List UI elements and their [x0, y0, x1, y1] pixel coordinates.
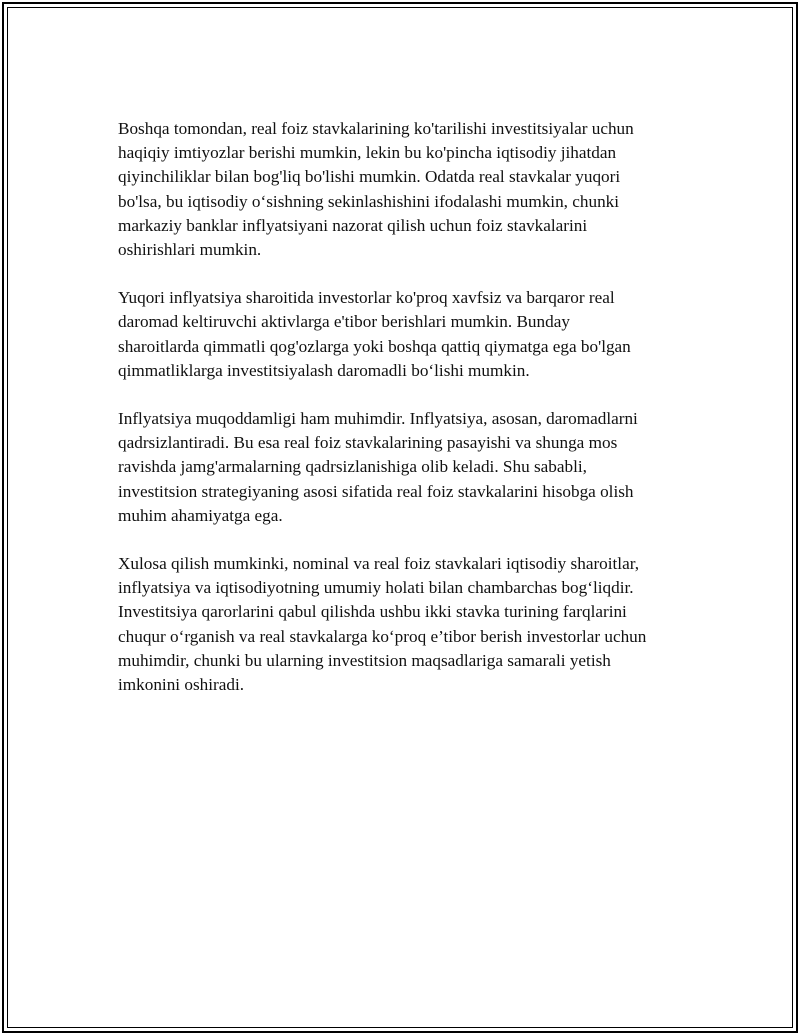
paragraph: Inflyatsiya muqoddamligi ham muhimdir. Inflyatsiya, asosan, daromadlarni qadrsizlantiradi. Bu esa real foiz stavkalarining pasayishi va shunga mos ravishda jamg'armalarning qadrsizlanishiga olib keladi. Shu sababli, investitsion strategiyaning asosi sifatida real foiz stavkalarini hisobga olish muhim ahamiyatga ega.	[118, 409, 638, 525]
paragraph: Boshqa tomondan, real foiz stavkalarining ko'tarilishi investitsiyalar uchun haqiqiy imtiyozlar berishi mumkin, lekin bu ko'pincha iqtisodiy jihatdan qiyinchiliklar bilan bog'liq bo'lishi mumkin. Odatda real stavkalar yuqori bo'lsa, bu iqtisodiy o‘sishning sekinlashishini ifodalashi mumkin, chunki markaziy banklar inflyatsiyani nazorat qilish uchun foiz stavkalarini oshirishlari mumkin.	[118, 119, 634, 260]
paragraph: Yuqori inflyatsiya sharoitida investorlar ko'proq xavfsiz va barqaror real daromad keltiruvchi aktivlarga e'tibor berishlari mumkin. Bunday sharoitlarda qimmatli qog'ozlarga yoki boshqa qattiq qiymatga ega bo'lgan qimmatliklarga investitsiyalash daromadli bo‘lishi mumkin.	[118, 288, 631, 380]
paragraph: Xulosa qilish mumkinki, nominal va real foiz stavkalari iqtisodiy sharoitlar, inflyatsiya va iqtisodiyotning umumiy holati bilan chambarchas bog‘liqdir. Investitsiya qarorlarini qabul qilishda ushbu ikki stavka turining farqlarini chuqur o‘rganish va real stavkalarga ko‘proq e’tibor berish investorlar uchun muhimdir, chunki bu ularning investitsion maqsadlariga samarali yetish imkonini oshiradi.	[118, 554, 647, 695]
document-body	[118, 117, 698, 721]
